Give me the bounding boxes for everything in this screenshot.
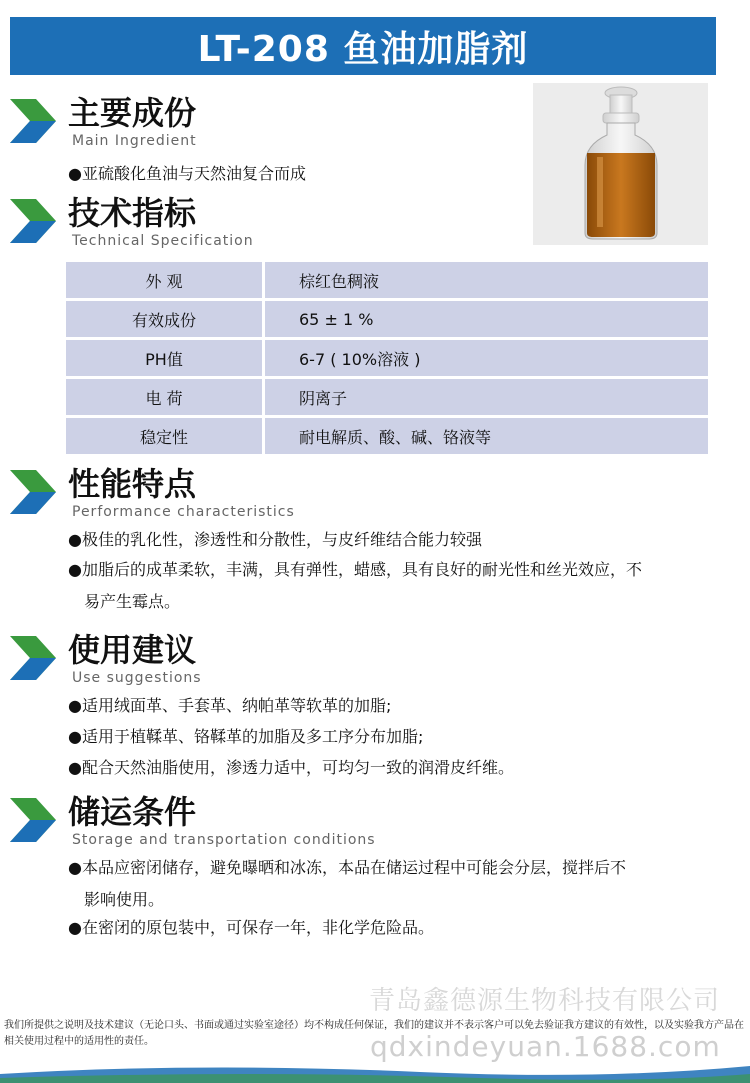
section-arrow-icon <box>10 199 58 243</box>
storage-bullet <box>68 852 738 916</box>
bullet-continuation: 影响使用。 <box>84 890 165 909</box>
product-bottle-image <box>533 83 708 245</box>
table-row <box>66 418 708 455</box>
section-subtitle: Use suggestions <box>72 670 202 686</box>
url-watermark: qdxindeyuan.1688.com <box>370 1030 721 1063</box>
usage-bullet: ●适用于植鞣革、铬鞣革的加脂及多工序分布加脂; <box>68 727 424 746</box>
bullet-text: ●加脂后的成革柔软，丰满，具有弹性，蜡感，具有良好的耐光性和丝光效应，不 <box>68 560 642 579</box>
section-arrow-icon <box>10 636 58 680</box>
section-title: 使用建议 <box>68 631 197 669</box>
performance-bullet <box>68 554 738 618</box>
ingredient-bullet: ●亚硫酸化鱼油与天然油复合而成 <box>68 164 306 183</box>
company-name-watermark: 青岛鑫德源生物科技有限公司 <box>368 986 720 1016</box>
table-row <box>66 379 708 416</box>
table-row <box>66 301 708 338</box>
table-row <box>66 340 708 377</box>
spec-value: 耐电解质、酸、碱、铬液等 <box>265 418 708 455</box>
bullet-text: ●本品应密闭储存，避免曝晒和冰冻，本品在储运过程中可能会分层，搅拌后不 <box>68 858 626 877</box>
product-title-bar <box>10 17 716 75</box>
table-row <box>66 262 708 299</box>
bullet-text: ●极佳的乳化性，渗透性和分散性，与皮纤维结合能力较强 <box>68 530 482 549</box>
spec-table <box>66 260 708 457</box>
section-subtitle: Performance characteristics <box>72 504 295 520</box>
usage-bullet: ●配合天然油脂使用，渗透力适中，可均匀一致的润滑皮纤维。 <box>68 758 514 777</box>
spec-key: 电 荷 <box>66 379 265 416</box>
spec-key: 稳定性 <box>66 418 265 455</box>
spec-key: 外 观 <box>66 262 265 299</box>
spec-value: 棕红色稠液 <box>265 262 708 299</box>
spec-value: 65 ± 1 % <box>265 301 708 338</box>
section-title: 储运条件 <box>68 793 197 831</box>
section-subtitle: Technical Specification <box>72 233 254 249</box>
spec-value: 6-7 ( 10%溶液 ) <box>265 340 708 377</box>
section-subtitle: Storage and transportation conditions <box>72 832 376 848</box>
bottle-illustration <box>533 83 708 245</box>
section-subtitle: Main Ingredient <box>72 133 197 149</box>
product-title: LT-208 鱼油加脂剂 <box>197 28 529 70</box>
bottom-wave-decoration <box>0 1060 750 1083</box>
bullet-text: ●在密闭的原包装中，可保存一年，非化学危险品。 <box>68 918 434 937</box>
usage-bullet: ●适用绒面革、手套革、纳帕革等软革的加脂; <box>68 696 392 715</box>
bullet-continuation: 易产生霉点。 <box>84 592 181 611</box>
section-arrow-icon <box>10 99 58 143</box>
section-title: 主要成份 <box>68 94 197 132</box>
section-arrow-icon <box>10 470 58 514</box>
section-title: 性能特点 <box>68 465 197 503</box>
storage-bullet <box>68 912 738 944</box>
spec-key: PH值 <box>66 340 265 377</box>
spec-value: 阴离子 <box>265 379 708 416</box>
section-title: 技术指标 <box>68 194 197 232</box>
spec-key: 有效成份 <box>66 301 265 338</box>
disclaimer-text: 我们所提供之说明及技术建议（无论口头、书面或通过实验室途径）均不构成任何保证，我们的建议并不表示客户可以免去验证我方建议的有效性，以及实验我方产品在相关使用过程中的适用性的责任。 <box>4 1020 744 1047</box>
section-arrow-icon <box>10 798 58 842</box>
performance-bullet <box>68 524 738 556</box>
